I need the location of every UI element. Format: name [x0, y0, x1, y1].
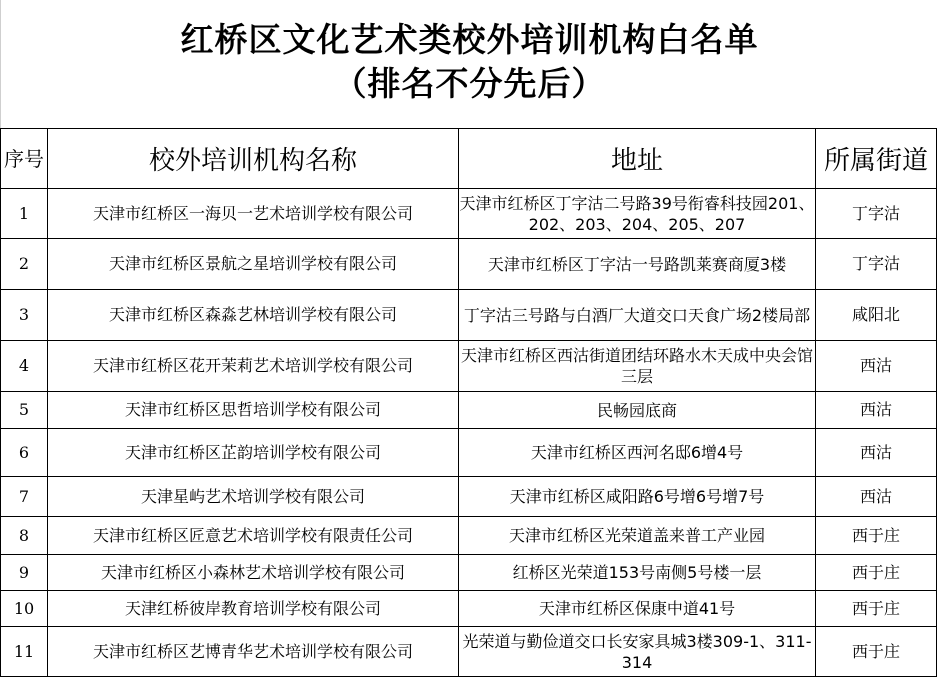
row-seq: 7 [1, 477, 48, 517]
document-subtitle: （排名不分先后） [333, 64, 606, 103]
document-title: 红桥区文化艺术类校外培训机构白名单 [180, 20, 759, 59]
table-row [1, 517, 937, 555]
row-address: 光荣道与勤俭道交口长安家具城3楼309-1、311-314 [459, 627, 816, 677]
row-seq: 10 [1, 591, 48, 627]
table-row [1, 189, 937, 239]
row-name: 天津市红桥区景航之星培训学校有限公司 [48, 239, 459, 290]
column-header-address: 地址 [459, 129, 816, 189]
row-seq: 6 [1, 429, 48, 477]
row-seq: 5 [1, 392, 48, 429]
column-header-street: 所属街道 [816, 129, 937, 189]
row-name: 天津市红桥区思哲培训学校有限公司 [48, 392, 459, 429]
row-name: 天津市红桥区一海贝一艺术培训学校有限公司 [48, 189, 459, 239]
row-name: 天津红桥彼岸教育培训学校有限公司 [48, 591, 459, 627]
column-header-seq: 序号 [1, 129, 48, 189]
title-area [0, 0, 937, 128]
row-street: 西于庄 [816, 555, 937, 591]
row-address: 天津市红桥区咸阳路6号增6号增7号 [459, 477, 816, 517]
row-street: 西沽 [816, 341, 937, 392]
table-row [1, 392, 937, 429]
row-street: 西于庄 [816, 627, 937, 677]
row-name: 天津市红桥区花开茉莉艺术培训学校有限公司 [48, 341, 459, 392]
row-address: 天津市红桥区丁字沽二号路39号衔睿科技园201、202、203、204、205、207 [459, 189, 816, 239]
header-row [1, 129, 937, 189]
row-address: 红桥区光荣道153号南侧5号楼一层 [459, 555, 816, 591]
column-header-name: 校外培训机构名称 [48, 129, 459, 189]
row-street: 丁字沽 [816, 239, 937, 290]
row-seq: 3 [1, 290, 48, 341]
table-row [1, 627, 937, 677]
table-row [1, 239, 937, 290]
row-address: 天津市红桥区光荣道盖来普工产业园 [459, 517, 816, 555]
row-address: 天津市红桥区西沽街道团结环路水木天成中央会馆三层 [459, 341, 816, 392]
table-row [1, 477, 937, 517]
row-street: 西沽 [816, 429, 937, 477]
row-address: 天津市红桥区丁字沽一号路凯莱赛商厦3楼 [459, 239, 816, 290]
row-street: 西于庄 [816, 591, 937, 627]
row-name: 天津市红桥区艺博青华艺术培训学校有限公司 [48, 627, 459, 677]
table-row [1, 429, 937, 477]
row-name: 天津市红桥区小森林艺术培训学校有限公司 [48, 555, 459, 591]
row-street: 咸阳北 [816, 290, 937, 341]
row-seq: 9 [1, 555, 48, 591]
row-seq: 11 [1, 627, 48, 677]
row-name: 天津市红桥区森淼艺林培训学校有限公司 [48, 290, 459, 341]
whitelist-table [0, 128, 937, 677]
row-name: 天津市红桥区匠意艺术培训学校有限责任公司 [48, 517, 459, 555]
row-street: 西于庄 [816, 517, 937, 555]
table-row [1, 341, 937, 392]
row-address: 天津市红桥区西河名邸6增4号 [459, 429, 816, 477]
table-row [1, 555, 937, 591]
row-seq: 8 [1, 517, 48, 555]
table-row [1, 591, 937, 627]
row-name: 天津星屿艺术培训学校有限公司 [48, 477, 459, 517]
row-address: 民畅园底商 [459, 392, 816, 429]
row-name: 天津市红桥区芷韵培训学校有限公司 [48, 429, 459, 477]
row-address: 丁字沽三号路与白酒厂大道交口天食广场2楼局部 [459, 290, 816, 341]
table-row [1, 290, 937, 341]
row-seq: 1 [1, 189, 48, 239]
row-seq: 4 [1, 341, 48, 392]
row-address: 天津市红桥区保康中道41号 [459, 591, 816, 627]
row-seq: 2 [1, 239, 48, 290]
row-street: 西沽 [816, 477, 937, 517]
row-street: 西沽 [816, 392, 937, 429]
row-street: 丁字沽 [816, 189, 937, 239]
